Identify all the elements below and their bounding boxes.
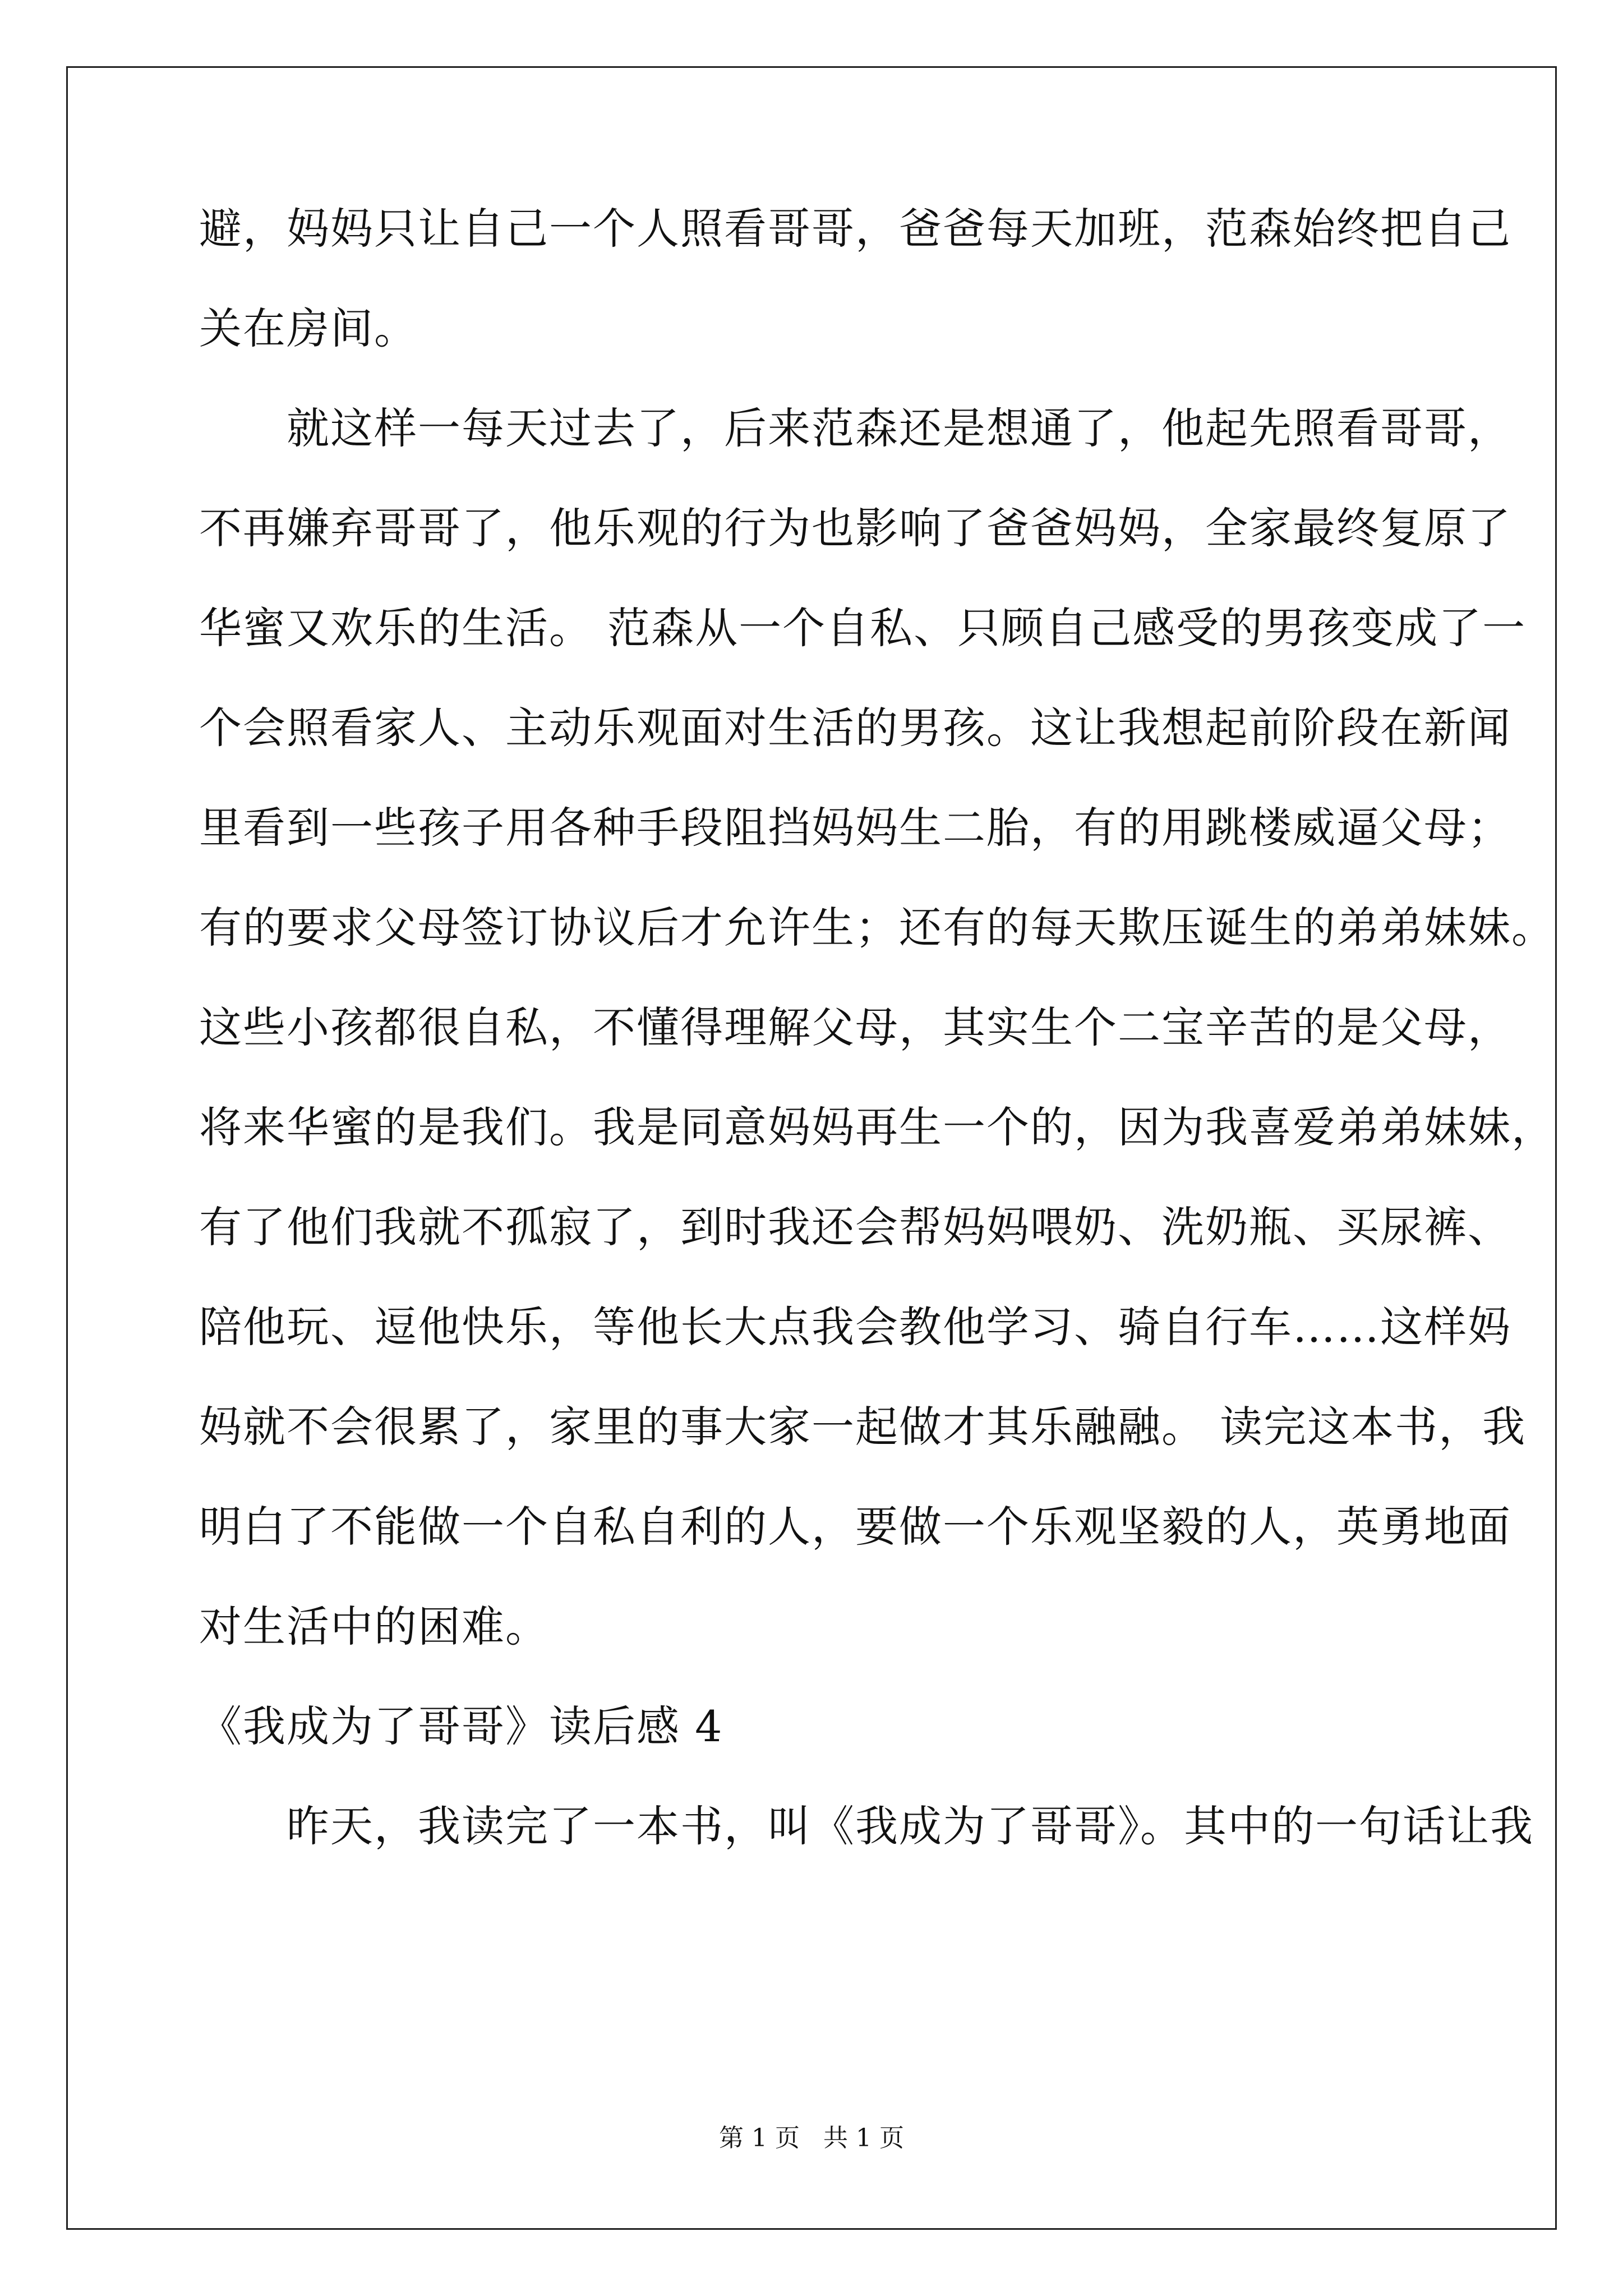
text-line: 将来华蜜的是我们。我是同意妈妈再生一个的，因为我喜爱弟弟妹妹， <box>199 1102 1555 1152</box>
text-line: 对生活中的困难。 <box>199 1602 549 1651</box>
document-body <box>199 204 1555 1905</box>
text-line: 不再嫌弃哥哥了，他乐观的行为也影响了爸爸妈妈，全家最终复原了 <box>199 503 1511 553</box>
text-line: 这些小孩都很自私，不懂得理解父母，其实生个二宝辛苦的是父母， <box>199 1002 1511 1052</box>
text-line: 华蜜又欢乐的生活。 范森从一个自私、只顾自己感受的男孩变成了一 <box>199 603 1527 653</box>
page-number-footer: 第 1 页 共 1 页 <box>719 2124 904 2152</box>
text-line: 关在房间。 <box>199 303 418 353</box>
text-line: 避，妈妈只让自己一个人照看哥哥，爸爸每天加班，范森始终把自己 <box>199 204 1511 254</box>
section-heading: 《我成为了哥哥》读后感 4 <box>199 1701 723 1751</box>
text-line: 明白了不能做一个自私自利的人，要做一个乐观坚毅的人，英勇地面 <box>199 1502 1511 1552</box>
text-line: 陪他玩、逗他快乐，等他长大点我会教他学习、骑自行车……这样妈 <box>199 1302 1511 1352</box>
text-line: 里看到一些孩子用各种手段阻挡妈妈生二胎，有的用跳楼威逼父母； <box>199 803 1511 853</box>
text-line: 有的要求父母签订协议后才允许生；还有的每天欺压诞生的弟弟妹妹。 <box>199 903 1555 953</box>
text-line: 个会照看家人、主动乐观面对生活的男孩。这让我想起前阶段在新闻 <box>199 703 1511 753</box>
text-line: 就这样一每天过去了，后来范森还是想通了，他起先照看哥哥， <box>199 403 1511 453</box>
text-line: 有了他们我就不孤寂了，到时我还会帮妈妈喂奶、洗奶瓶、买尿裤、 <box>199 1202 1511 1252</box>
text-line: 妈就不会很累了，家里的事大家一起做才其乐融融。 读完这本书，我 <box>199 1402 1527 1452</box>
text-line: 昨天，我读完了一本书，叫《我成为了哥哥》。其中的一句话让我 <box>199 1801 1534 1851</box>
